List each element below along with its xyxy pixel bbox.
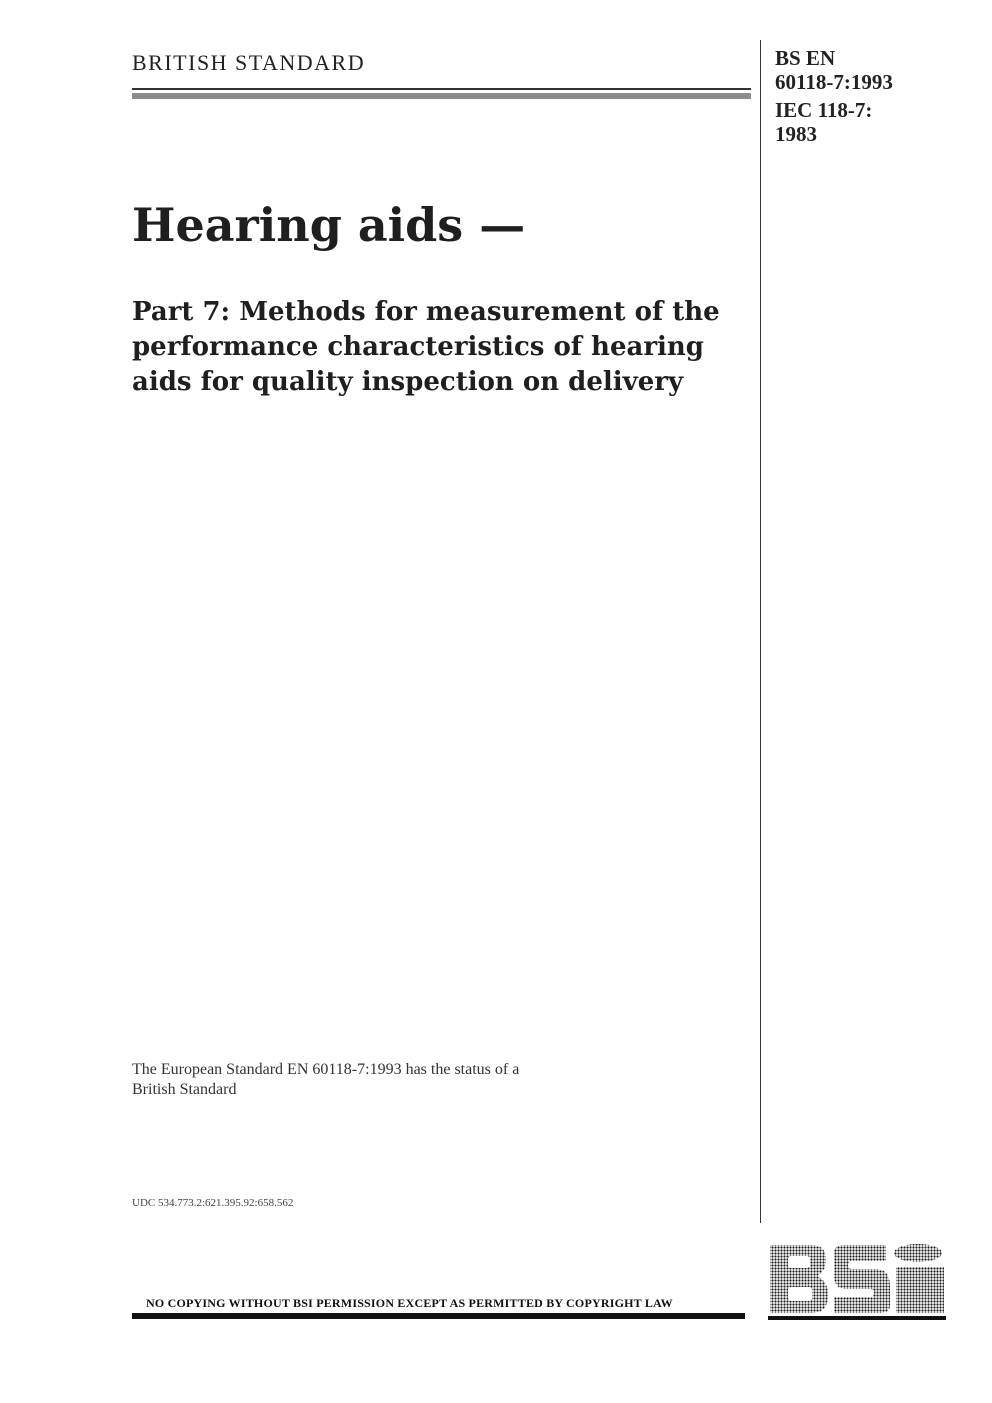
bsi-logo [768, 1243, 946, 1315]
standard-number-iec: IEC 118-7: [775, 98, 873, 122]
subtitle-line: Part 7: Methods for measurement of the [132, 297, 720, 327]
standard-number-bs-en: BS EN [775, 46, 836, 70]
header-rule-grey [132, 93, 751, 99]
status-note [132, 1060, 519, 1100]
bsi-logo-bar [768, 1316, 946, 1320]
document-title: Hearing aids — [132, 198, 526, 252]
footer-bar [132, 1313, 745, 1319]
standard-number-iec-year: 1983 [775, 122, 817, 146]
udc-code: UDC 534.773.2:621.395.92:658.562 [132, 1197, 294, 1209]
status-note-line: British Standard [132, 1081, 237, 1098]
copyright-notice: NO COPYING WITHOUT BSI PERMISSION EXCEPT AS PERMITTED BY COPYRIGHT LAW [146, 1296, 673, 1310]
standard-numbers [775, 46, 893, 146]
status-note-line: The European Standard EN 60118-7:1993 has the status of a [132, 1061, 520, 1078]
standard-number-bs-en-year: 60118-7:1993 [775, 70, 893, 94]
vertical-divider [760, 40, 761, 1223]
document-subtitle [132, 295, 752, 400]
subtitle-line: aids for quality inspection on delivery [132, 367, 684, 397]
subtitle-line: performance characteristics of hearing [132, 332, 704, 362]
series-label: BRITISH STANDARD [132, 50, 366, 75]
header-rule-thin [132, 88, 751, 90]
